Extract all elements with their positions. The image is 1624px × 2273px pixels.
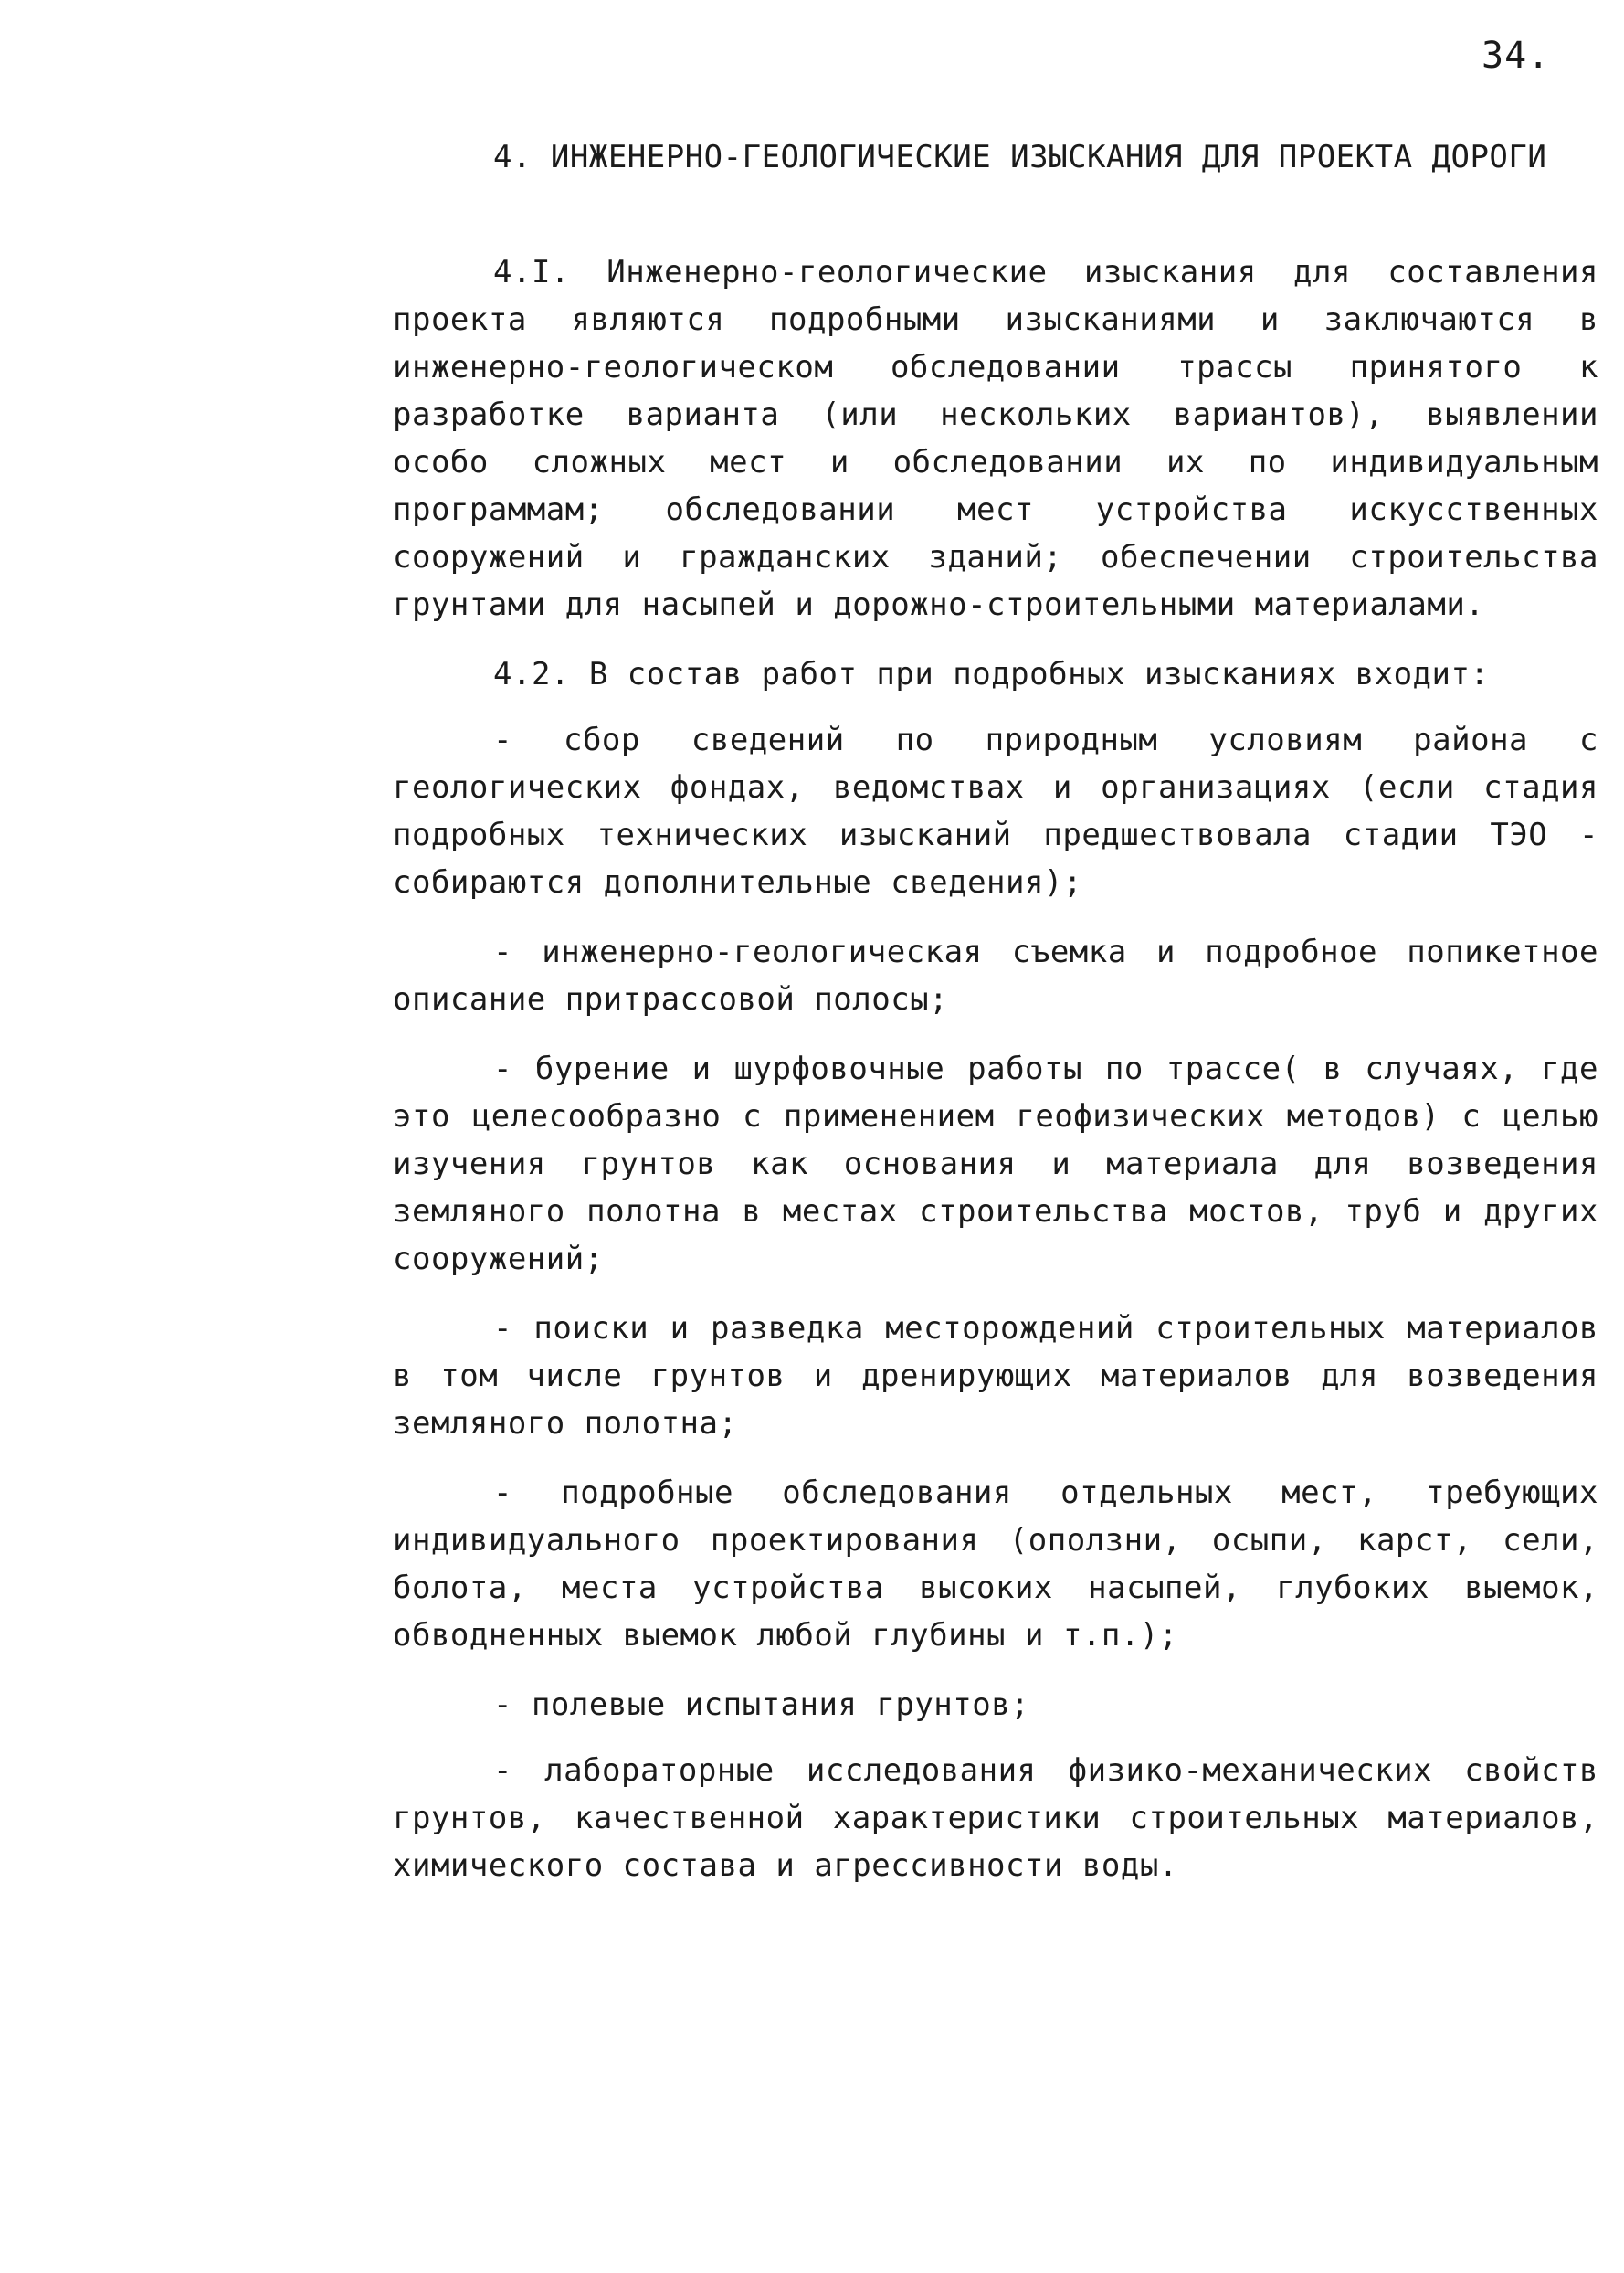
list-item-field-tests: - полевые испытания грунтов; bbox=[493, 1686, 1030, 1723]
body-text bbox=[393, 248, 1598, 1911]
page-number: 34. bbox=[1482, 35, 1551, 77]
list-item-data-collection: - сбор сведений по природным условиям района с геологических фондах, ведомствах и организациях (если стадия подробных технических изысканий предшествовала стадии ТЭО - собираются дополнительные сведения); bbox=[393, 722, 1598, 901]
list-item-survey: - инженерно-геологическая съемка и подробное попикетное описание притрассовой полосы; bbox=[393, 934, 1598, 1018]
section-heading: 4. ИНЖЕНЕРНО-ГЕОЛОГИЧЕСКИЕ ИЗЫСКАНИЯ ДЛЯ ПРОЕКТА ДОРОГИ bbox=[493, 139, 1547, 175]
list-item-detailed-inspection: - подробные обследования отдельных мест, требующих индивидуального проектирования (оползни, осыпи, карст, сели, болота, места устройства высоких насыпей, глубоких выемок, обводненных выемок любой глубины и т.п.); bbox=[393, 1475, 1598, 1654]
list-item-drilling: - бурение и шурфовочные работы по трассе( в случаях, где это целесообразно с применением геофизических методов) с целью изучения грунтов как основания и материала для возведения земляного полотна в местах строительства мостов, труб и других сооружений; bbox=[393, 1051, 1598, 1277]
list-item-exploration: - поиски и разведка месторождений строительных материалов в том числе грунтов и дренирующих материалов для возведения земляного полотна; bbox=[393, 1310, 1598, 1442]
paragraph-4-2: 4.2. В состав работ при подробных изысканиях входит: bbox=[493, 656, 1490, 692]
paragraph-4-1: 4.I. Инженерно-геологические изыскания для составления проекта являются подробными изысканиями и заключаются в инженерно-геологическом обследовании трассы принятого к разработке варианта (или нескольких вариантов), выявлении особо сложных мест и обследовании их по индивидуальным программам; обследовании мест устройства искусственных сооружений и гражданских зданий; обеспечении строительства грунтами для насыпей и дорожно-строительными материалами. bbox=[393, 254, 1598, 623]
list-item-lab-research: - лабораторные исследования физико-механических свойств грунтов, качественной характеристики строительных материалов, химического состава и агрессивности воды. bbox=[393, 1752, 1598, 1884]
